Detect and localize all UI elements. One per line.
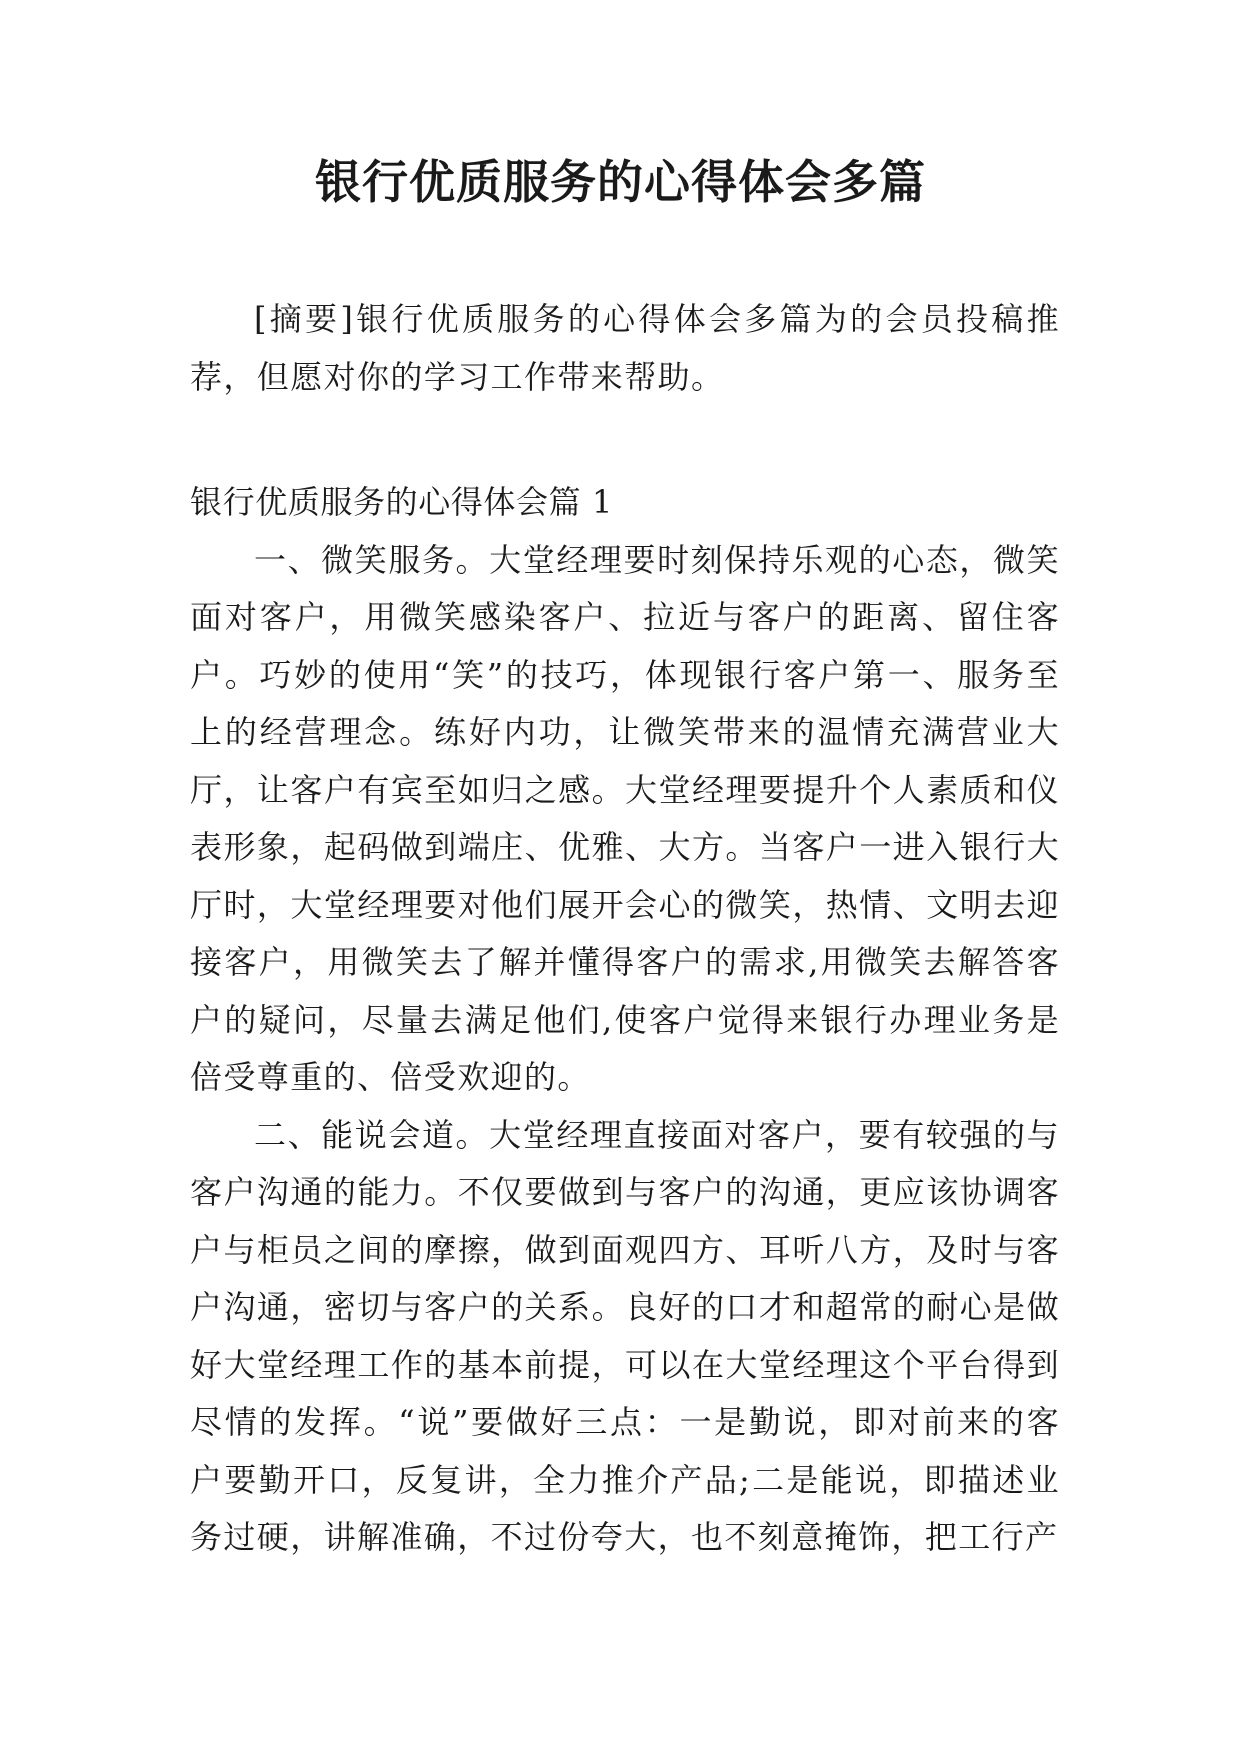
- paragraph-smile-service: 一、微笑服务。大堂经理要时刻保持乐观的心态，微笑面对客户，用微笑感染客户、拉近与客户的距离、留住客户。巧妙的使用“笑”的技巧，体现银行客户第一、服务至上的经营理念。练好内功，让微笑带来的温情充满营业大厅，让客户有宾至如归之感。大堂经理要提升个人素质和仪表形象，起码做到端庄、优雅、大方。当客户一进入银行大厅时，大堂经理要对他们展开会心的微笑，热情、文明去迎接客户，用微笑去了解并懂得客户的需求,用微笑去解答客户的疑问，尽量去满足他们,使客户觉得来银行办理业务是倍受尊重的、倍受欢迎的。: [190, 540, 1060, 1096]
- document-body: [190, 474, 1060, 1567]
- document-title: 银行优质服务的心得体会多篇: [315, 155, 926, 209]
- paragraph-communication: 二、能说会道。大堂经理直接面对客户，要有较强的与客户沟通的能力。不仅要做到与客户的沟通，更应该协调客户与柜员之间的摩擦，做到面观四方、耳听八方，及时与客户沟通，密切与客户的关系。良好的口才和超常的耐心是做好大堂经理工作的基本前提，可以在大堂经理这个平台得到尽情的发挥。“说”要做好三点：一是勤说，即对前来的客户要勤开口，反复讲，全力推介产品;二是能说，即描述业务过硬，讲解准确，不过份夸大，也不刻意掩饰，把工行产: [190, 1115, 1060, 1556]
- summary-paragraph: [摘要]银行优质服务的心得体会多篇为的会员投稿推荐，但愿对你的学习工作带来帮助。: [190, 300, 1060, 396]
- section-heading: 银行优质服务的心得体会篇 1: [190, 483, 613, 521]
